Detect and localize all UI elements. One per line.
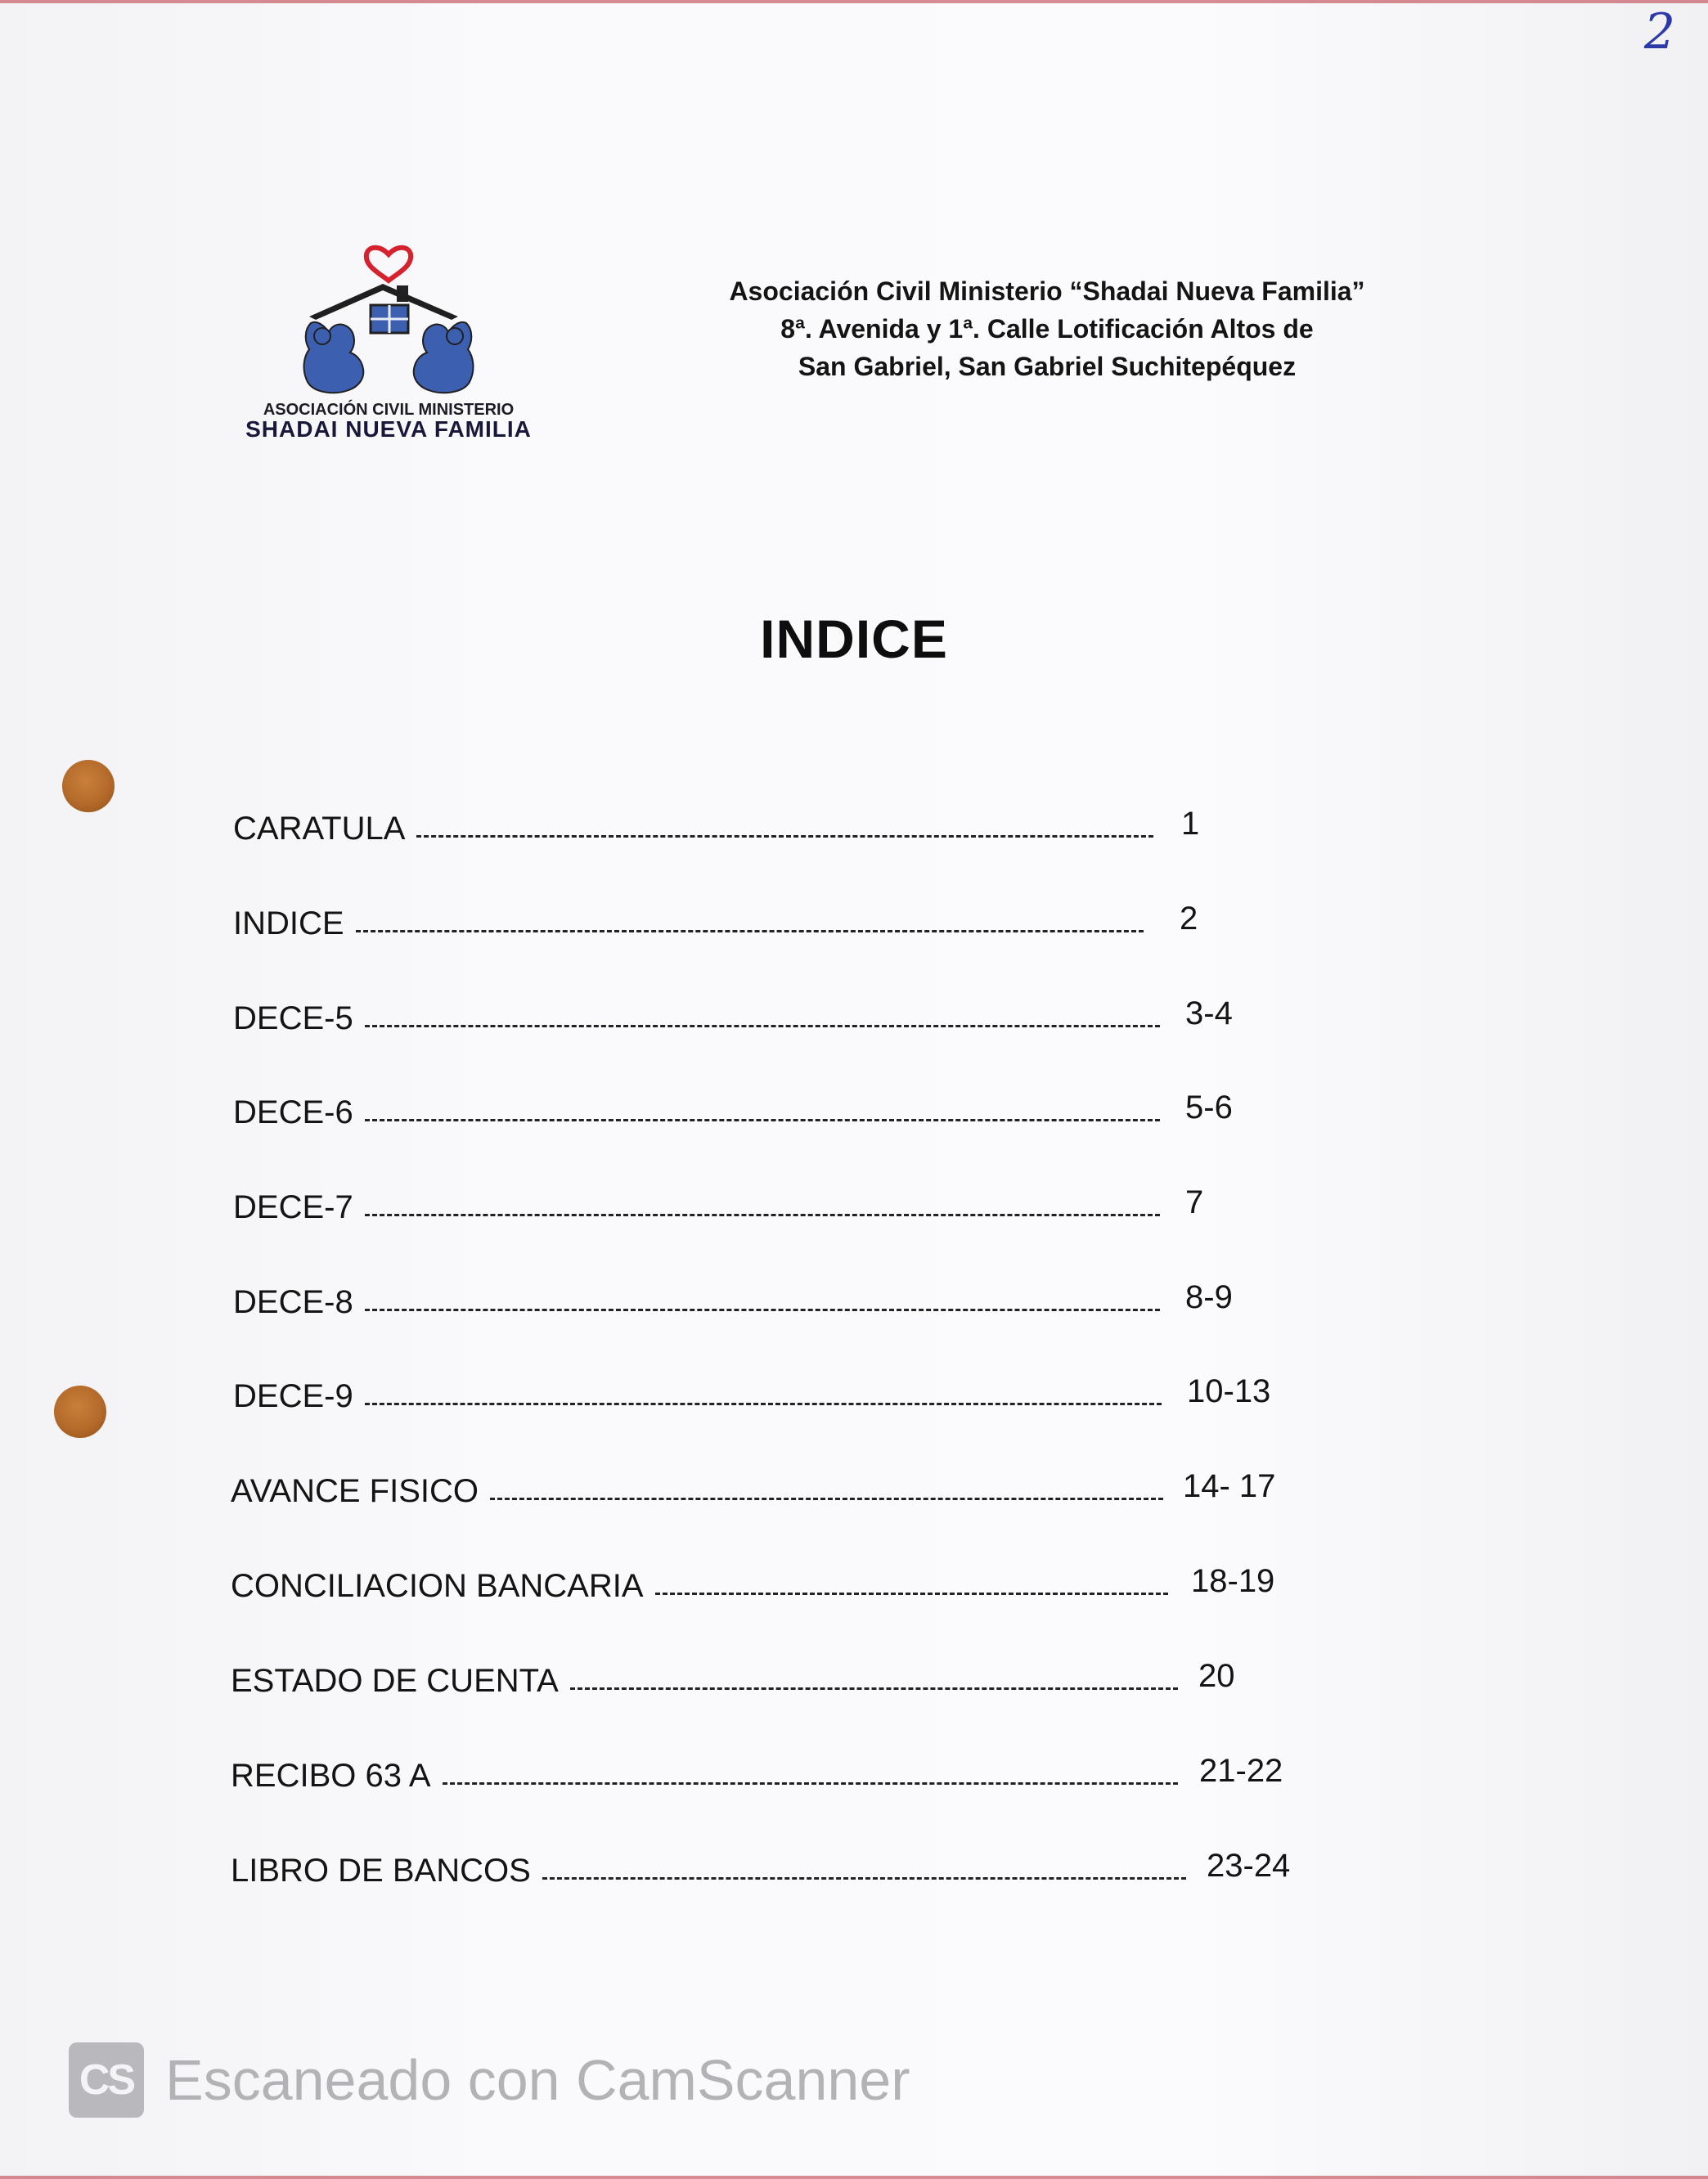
toc-leader-dots — [356, 930, 1144, 932]
toc-leader-dots — [542, 1877, 1186, 1880]
toc-leader-dots — [365, 1119, 1160, 1121]
toc-label: CONCILIACION BANCARIA — [231, 1568, 644, 1604]
toc-row — [231, 1849, 1350, 1889]
toc-row — [233, 1374, 1350, 1415]
toc-row — [231, 1469, 1350, 1510]
toc-label: DECE-7 — [233, 1189, 353, 1225]
logo-text-line1: ASOCIACIÓN CIVIL MINISTERIO — [263, 401, 515, 419]
address-line2: 8ª. Avenida y 1ª. Calle Lotificación Altos de — [780, 314, 1314, 344]
toc-row — [233, 1280, 1350, 1321]
toc-label: AVANCE FISICO — [231, 1473, 479, 1509]
camscanner-logo-icon: CS — [69, 2042, 144, 2118]
toc-row — [233, 996, 1350, 1037]
toc-label: INDICE — [233, 905, 344, 941]
toc-row — [233, 1185, 1350, 1226]
toc-page-number: 23-24 — [1207, 1848, 1291, 1884]
address-line1: Asociación Civil Ministerio “Shadai Nueva Familia” — [729, 276, 1365, 306]
toc-label: CARATULA — [233, 811, 406, 847]
toc-page-number: 7 — [1185, 1184, 1204, 1220]
toc-page-number: 21-22 — [1199, 1753, 1283, 1789]
toc-label: DECE-5 — [233, 1000, 353, 1036]
document-title: INDICE — [760, 609, 948, 669]
toc-leader-dots — [416, 835, 1153, 838]
handwritten-page-number: 2 — [1643, 3, 1675, 61]
toc-leader-dots — [655, 1593, 1168, 1595]
toc-label: DECE-6 — [233, 1094, 353, 1130]
toc-row — [231, 1754, 1350, 1795]
toc-page-number: 1 — [1181, 806, 1200, 842]
toc-row — [233, 806, 1350, 847]
toc-row — [233, 1090, 1350, 1131]
toc-leader-dots — [365, 1025, 1160, 1027]
toc-label: ESTADO DE CUENTA — [231, 1663, 559, 1699]
toc-label: LIBRO DE BANCOS — [231, 1853, 531, 1889]
toc-page-number: 20 — [1198, 1658, 1235, 1694]
toc-leader-dots — [570, 1687, 1178, 1690]
toc-page-number: 2 — [1180, 901, 1198, 937]
toc-page-number: 5-6 — [1185, 1090, 1233, 1125]
watermark-text: Escaneado con CamScanner — [165, 2048, 910, 2112]
scanner-watermark — [69, 2041, 910, 2119]
toc-page-number: 18-19 — [1191, 1563, 1275, 1599]
toc-leader-dots — [365, 1403, 1162, 1405]
logo-text-line2: SHADAI NUEVA FAMILIA — [245, 416, 532, 442]
toc-page-number: 8-9 — [1185, 1279, 1233, 1315]
toc-page-number: 14- 17 — [1183, 1468, 1276, 1504]
toc-row — [231, 1564, 1350, 1605]
toc-leader-dots — [490, 1498, 1163, 1500]
toc-row — [233, 901, 1350, 942]
toc-leader-dots — [365, 1309, 1160, 1311]
toc-leader-dots — [365, 1214, 1160, 1216]
toc-page-number: 3-4 — [1185, 995, 1233, 1031]
toc-label: DECE-9 — [233, 1378, 353, 1414]
address-line3: San Gabriel, San Gabriel Suchitepéquez — [798, 352, 1297, 381]
toc-label: RECIBO 63 A — [231, 1758, 431, 1794]
toc-row — [231, 1659, 1350, 1700]
toc-page-number: 10-13 — [1187, 1373, 1271, 1409]
toc-leader-dots — [443, 1782, 1178, 1785]
toc-label: DECE-8 — [233, 1284, 353, 1320]
